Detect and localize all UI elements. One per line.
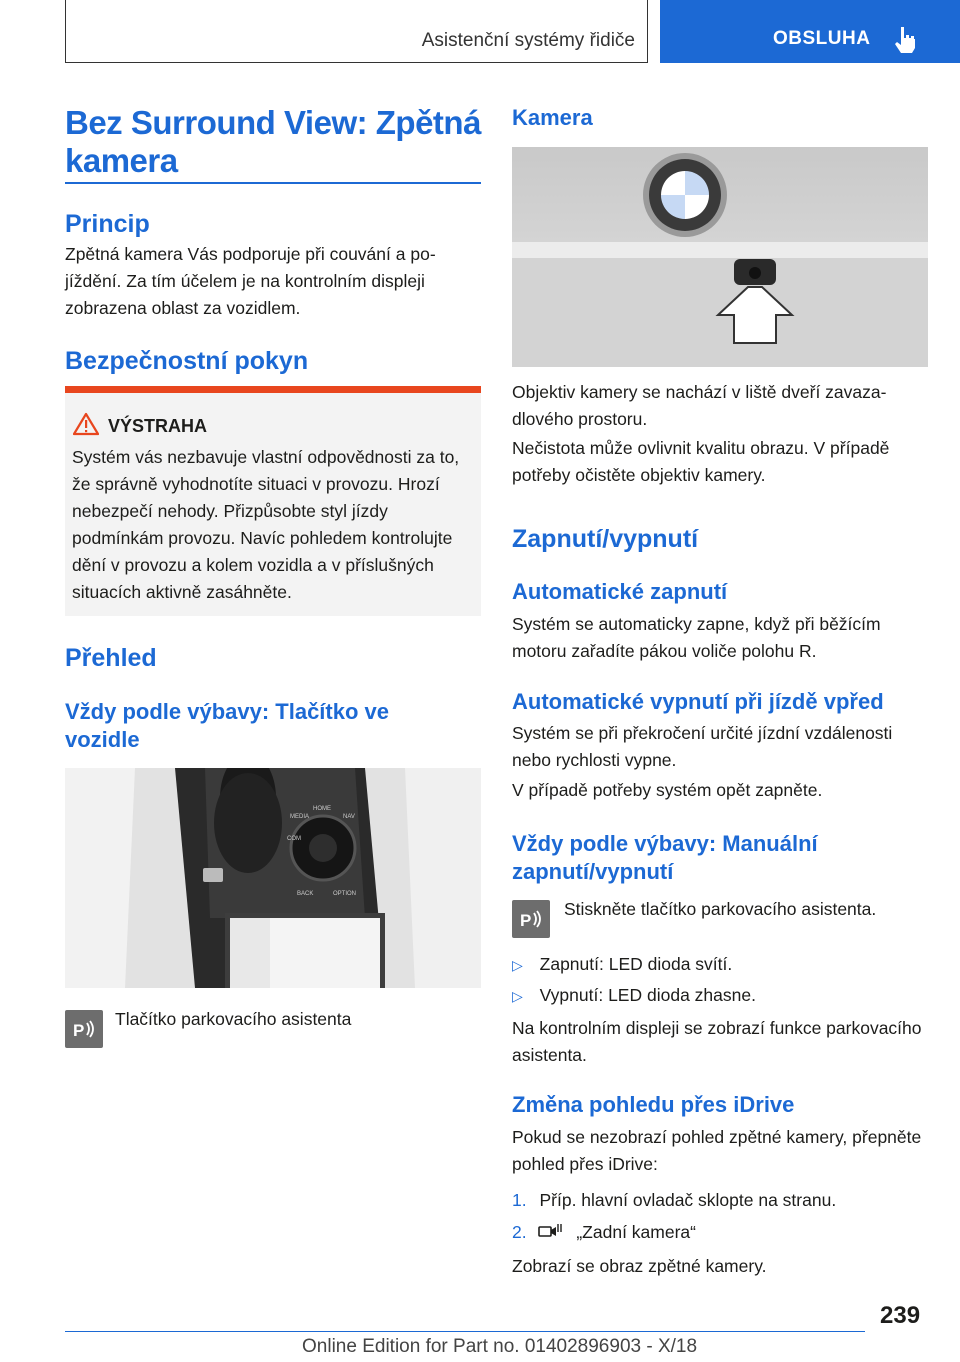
camera-illustration <box>512 147 928 367</box>
button-heading: Vždy podle výbavy: Tlačítko ve vozidle <box>65 699 390 752</box>
console-label-home: HOME <box>313 806 331 812</box>
step-text: Příp. hlavní ovladač sklopte na stranu. <box>539 1190 837 1210</box>
button-caption: Tlačítko parkovacího asistenta <box>115 1009 352 1029</box>
triangle-bullet-icon: ▷ <box>512 957 523 973</box>
bullet-item <box>512 982 756 1010</box>
manual-heading: Vždy podle výbavy: Manuální zapnutí/vypnutí <box>512 831 818 884</box>
step-number: 1. <box>512 1190 527 1210</box>
footer-divider <box>65 1331 865 1332</box>
console-illustration <box>65 768 481 988</box>
bullet-item <box>512 951 732 979</box>
svg-text:P: P <box>73 1021 85 1040</box>
console-label-back: BACK <box>297 891 314 897</box>
console-photo <box>65 768 481 988</box>
warning-triangle-icon <box>73 412 99 436</box>
camera-text-2: Nečistota může ovlivnit kvalitu obrazu. V případě potřeby očistěte objektiv kamery. <box>512 438 890 485</box>
auto-off-text-2: V případě potřeby systém opět zapněte. <box>512 780 823 800</box>
auto-off-text-1: Systém se při překročení určité jízdní vzdálenosti nebo rychlosti vypne. <box>512 723 893 770</box>
warning-box <box>65 386 481 616</box>
camera-text-1: Objektiv kamery se nachází v liště dveří zavazadlového prostoru. <box>512 382 887 429</box>
svg-text:P: P <box>520 911 532 930</box>
chapter-label: OBSLUHA <box>773 28 871 49</box>
title-divider <box>65 182 481 184</box>
step-item <box>512 1187 836 1214</box>
section-title: Asistenční systémy řidiče <box>421 30 635 51</box>
page-number: 239 <box>880 1302 921 1329</box>
camera-heading: Kamera <box>512 105 593 130</box>
console-label-option: OPTION <box>333 891 357 897</box>
step-item <box>512 1219 696 1246</box>
onoff-heading: Zapnutí/vypnutí <box>512 525 699 553</box>
auto-on-heading: Automatické zapnutí <box>512 579 728 604</box>
princip-heading: Princip <box>65 210 150 238</box>
manual-text-2: Na kontrolním displeji se zobrazí funkce parkovacího asistenta. <box>512 1018 922 1065</box>
princip-text: Zpětná kamera Vás podporuje při couvání a pojíždění. Za tím účelem je na kontrolním displeji zobrazena oblast za vozidlem. <box>65 244 436 318</box>
bullet-text: Vypnutí: LED dioda zhasne. <box>539 985 756 1005</box>
auto-off-heading: Automatické vypnutí při jízdě vpřed <box>512 689 884 714</box>
pointing-hand-icon <box>894 25 918 53</box>
manual-text: Stiskněte tlačítko parkovacího asistenta. <box>564 899 877 919</box>
overview-heading: Přehled <box>65 644 157 672</box>
idrive-heading: Změna pohledu přes iDrive <box>512 1092 795 1117</box>
header-section-box <box>65 0 648 63</box>
safety-heading: Bezpečnostní pokyn <box>65 347 309 375</box>
step-number: 2. <box>512 1222 527 1242</box>
parking-assistant-icon <box>65 1010 103 1048</box>
warning-text: Systém vás nezbavuje vlastní odpovědnosti za to, že správně vyhodnotíte situaci v provozu. Hrozí nebezpečí nehody. Přizpůsobte styl jízdy podmínkám provozu. Navíc pohledem kontrolujte dění v provozu a kolem vozidla a v příslušných situacích aktivně zasáhněte. <box>72 447 460 602</box>
auto-on-text: Systém se automaticky zapne, když při běžícím motoru zařadíte pákou voliče polohu R. <box>512 614 881 661</box>
footer-edition: Online Edition for Part no. 01402896903 - X/18 <box>302 1336 698 1357</box>
warning-label: VÝSTRAHA <box>108 416 208 436</box>
bullet-text: Zapnutí: LED dioda svítí. <box>539 954 733 974</box>
console-label-com: COM <box>287 836 301 842</box>
triangle-bullet-icon: ▷ <box>512 988 523 1004</box>
step-text: „Zadní kamera“ <box>576 1222 696 1242</box>
console-label-media: MEDIA <box>290 814 310 820</box>
chapter-tab <box>660 0 960 63</box>
idrive-result: Zobrazí se obraz zpětné kamery. <box>512 1256 767 1276</box>
console-label-nav: NAV <box>343 814 355 820</box>
idrive-text: Pokud se nezobrazí pohled zpětné kamery, přepněte pohled přes iDrive: <box>512 1127 922 1174</box>
parking-assistant-icon-2 <box>512 900 550 938</box>
rear-camera-icon <box>537 1221 565 1241</box>
warning-bar <box>65 386 481 393</box>
camera-photo <box>512 147 928 367</box>
page-title: Bez Surround View: Zpětná kamera <box>65 104 481 179</box>
